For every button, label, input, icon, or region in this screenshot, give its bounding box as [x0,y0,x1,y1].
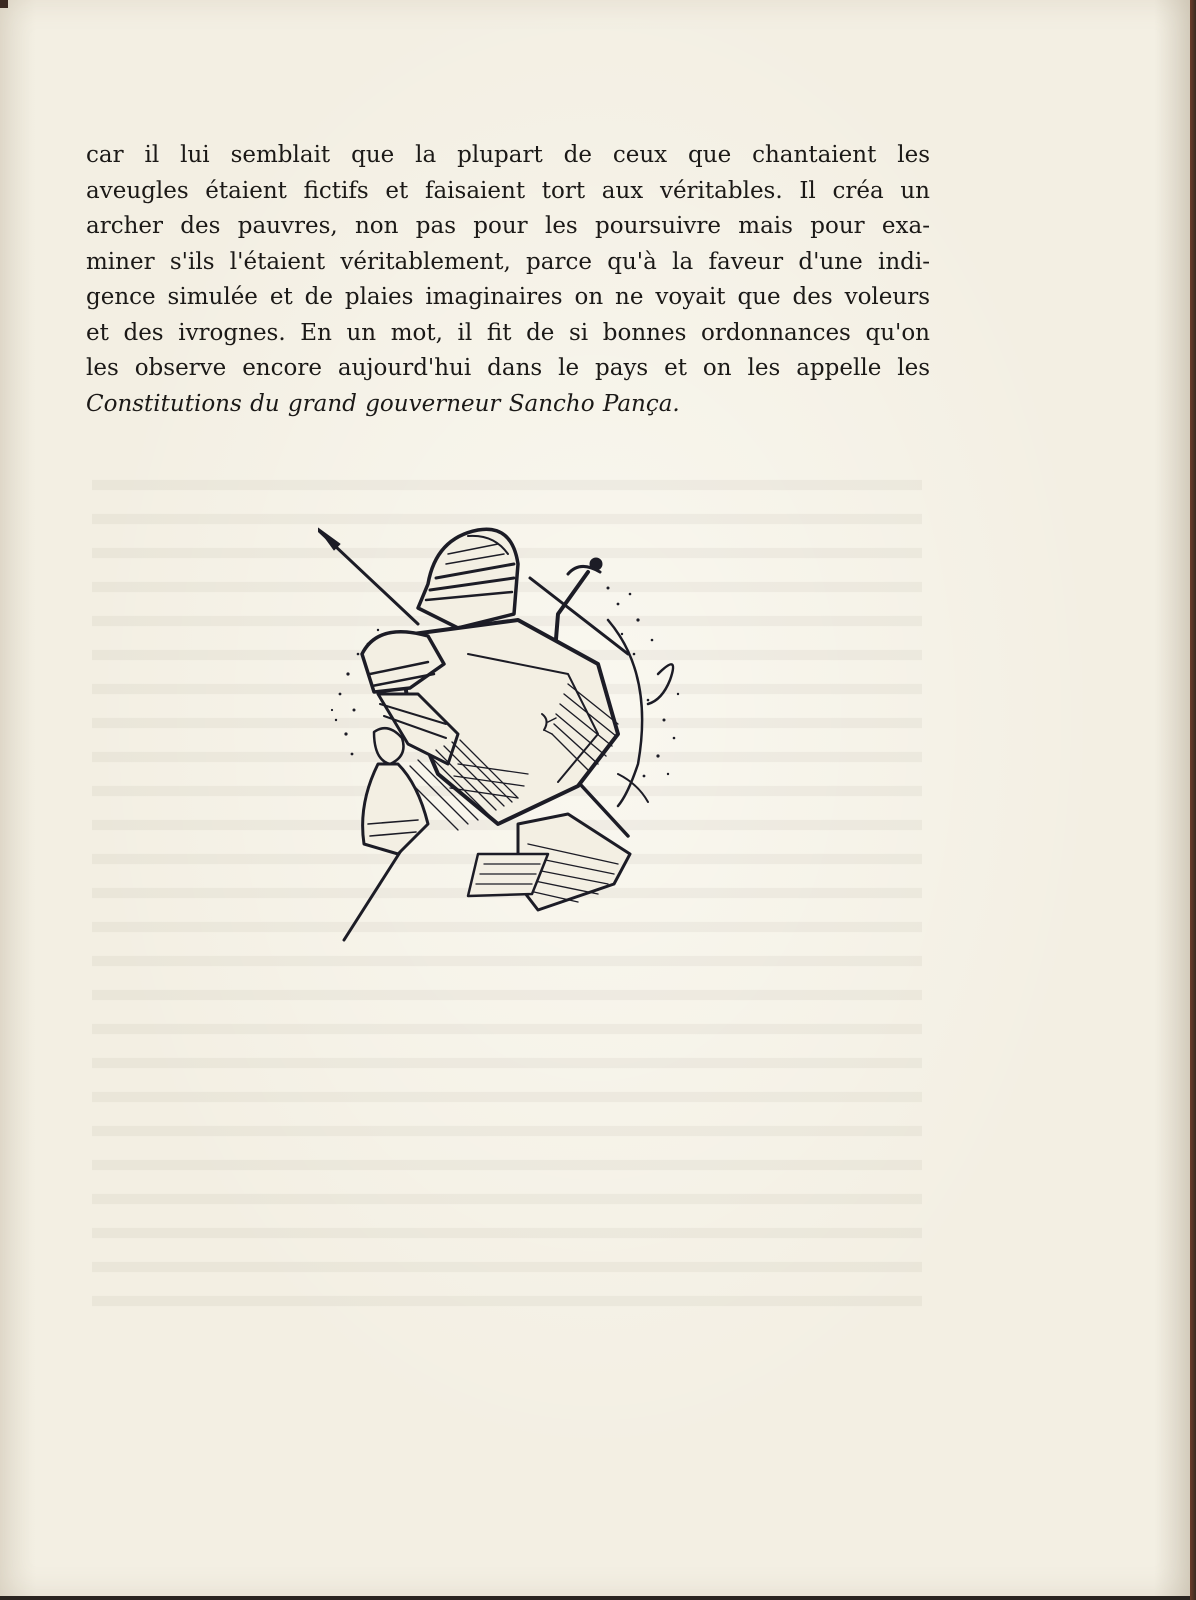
page-corner [0,0,8,8]
text-line: les observe encore aujourd'hui dans le pays et on les appelle les [86,355,930,381]
text-line: et des ivrognes. En un mot, il fit de si bonnes ordonnances qu'on [86,319,930,346]
body-paragraph [86,138,930,422]
text-line: aveugles étaient fictifs et faisaient tort aux véritables. Il créa un [86,177,930,204]
text-line: gence simulée et de plaies imaginaires on ne voyait que des voleurs [86,284,930,310]
text-line-italic: Constitutions du grand gouverneur Sancho Pança. [86,390,680,417]
armor-trophy-icon [318,524,698,946]
text-line: car il lui semblait que la plupart de ceux que chantaient les [86,142,930,168]
text-line: miner s'ils l'étaient véritablement, parce qu'à la faveur d'une indi- [86,248,930,275]
text-line: archer des pauvres, non pas pour les poursuivre mais pour exa- [86,213,930,239]
book-edge [1190,0,1196,1600]
